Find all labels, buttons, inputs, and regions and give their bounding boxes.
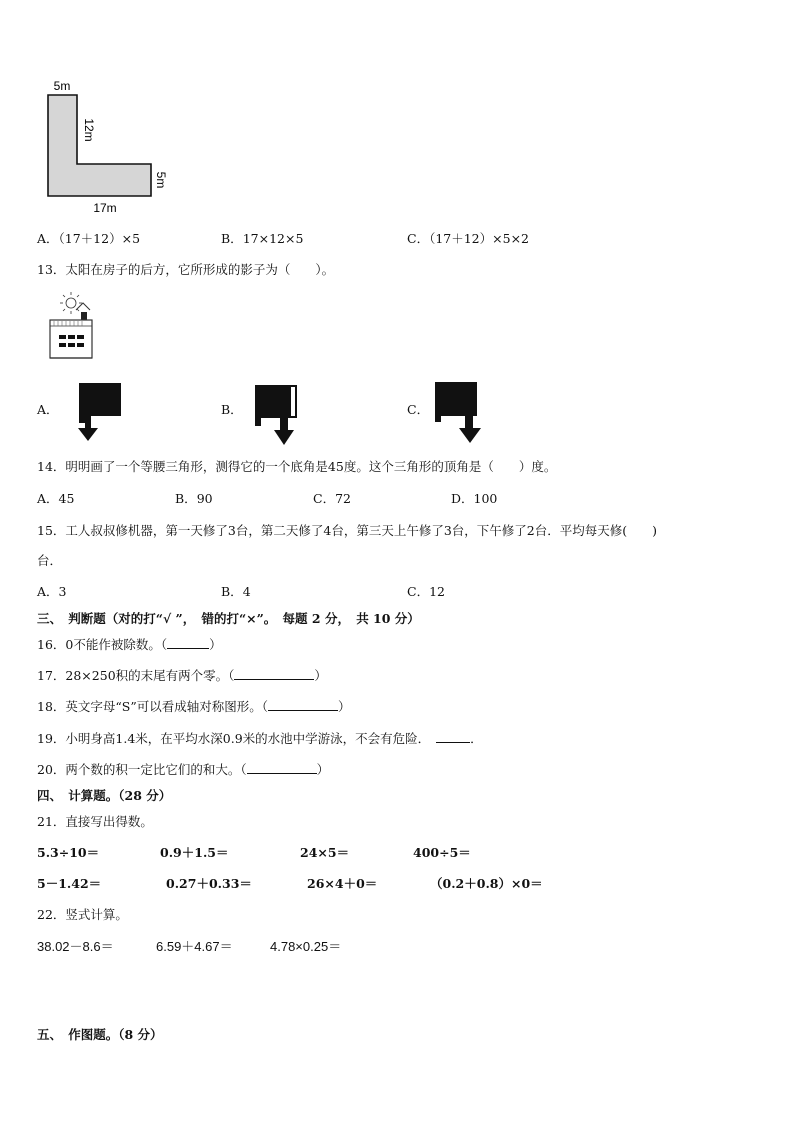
q16-statement: 16．0不能作被除数。（ ） [37,637,222,652]
q21-expression: （0.2＋0.8）×0＝ [430,876,543,891]
q14-question: 14．明明画了一个等腰三角形，测得它的一个底角是45度。这个三角形的顶角是（ ）度。 [37,459,557,474]
q21-expression: 24×5＝ [300,845,350,860]
q22-expression: 4.78×0.25＝ [270,939,342,954]
answer-blank[interactable] [268,698,338,711]
q20-statement: 20．两个数的积一定比它们的和大。（ ） [37,762,330,777]
q12-option-b [221,229,303,247]
down-arrow-icon [274,430,294,445]
answer-blank[interactable] [436,730,470,743]
q13-option-b-letter: B． [221,402,243,417]
l-shape-polygon [48,95,151,196]
q21-question: 21．直接写出得数。 [37,814,153,829]
option-text: （17＋12）×5×2 [429,231,529,246]
q14-option-c: C．72 [313,491,351,506]
q18-statement: 18．英文字母“S”可以看成轴对称图形。（ ） [37,699,351,714]
l-shape-figure [40,78,180,218]
q15-option-b: B．4 [221,584,251,599]
q13-question: 13．太阳在房子的后方，它所形成的影子为（ ）。 [37,262,335,277]
q13-option-a-letter: A． [37,402,59,417]
q22-question: 22．竖式计算。 [37,907,128,922]
q21-expression: 5.3÷10＝ [37,845,100,860]
q21-expression: 5－1.42＝ [37,876,102,891]
q19-statement: 19．小明身高1.4米，在平均水深0.9米的水池中学游泳，不会有危险． ． [37,731,483,746]
option-letter: C． [407,231,430,246]
label-inner-height: 12m [82,118,96,142]
label-bottom-length: 17m [93,201,117,215]
section-5-title: 五、 作图题。（8 分） [37,1027,163,1042]
roof [76,303,90,310]
sun-icon [60,292,82,314]
q14-option-b: B．90 [175,491,213,506]
shadow-option-c-figure [432,379,486,447]
q15-option-c: C．12 [407,584,445,599]
chimney [81,312,87,320]
q22-expression: 38.02－8.6＝ [37,939,114,954]
q22-expression: 6.59＋4.67＝ [156,939,233,954]
option-letter: B． [221,231,243,246]
house-with-sun-figure [46,290,96,362]
q21-expression: 0.9＋1.5＝ [160,845,229,860]
q21-expression: 26×4＋0＝ [307,876,378,891]
option-letter: A． [37,231,59,246]
label-right-height: 5m [154,171,168,189]
q15-question: 15．工人叔叔修机器，第一天修了3台，第二天修了4台，第三天上午修了3台，下午修了2台．平均每天修( ) [37,523,657,538]
shadow-option-a-figure [76,381,124,447]
q21-expression: 0.27＋0.33＝ [166,876,252,891]
q13-option-c-letter: C． [407,402,430,417]
option-text: （17＋12）×5 [58,231,141,246]
q15-option-a: A．3 [37,584,67,599]
down-arrow-icon [78,428,98,441]
answer-blank[interactable] [234,667,314,680]
q12-option-c [407,229,529,247]
q21-expression: 400÷5＝ [413,845,471,860]
section-3-title: 三、 判断题（对的打“√ ”， 错的打“×”。 每题 2 分， 共 10 分） [37,611,420,626]
answer-blank[interactable] [167,636,209,649]
answer-blank[interactable] [247,761,317,774]
section-4-title: 四、 计算题。（28 分） [37,788,172,803]
shadow-option-b-figure [252,383,302,449]
option-text: 17×12×5 [242,231,304,246]
q14-option-a: A．45 [37,491,75,506]
q14-option-d: D．100 [451,491,498,506]
q15-question-cont: 台． [37,553,63,568]
q12-option-a [37,229,140,247]
label-top-width: 5m [53,79,71,93]
down-arrow-icon [459,428,481,443]
q17-statement: 17．28×250积的末尾有两个零。（ ） [37,668,327,683]
